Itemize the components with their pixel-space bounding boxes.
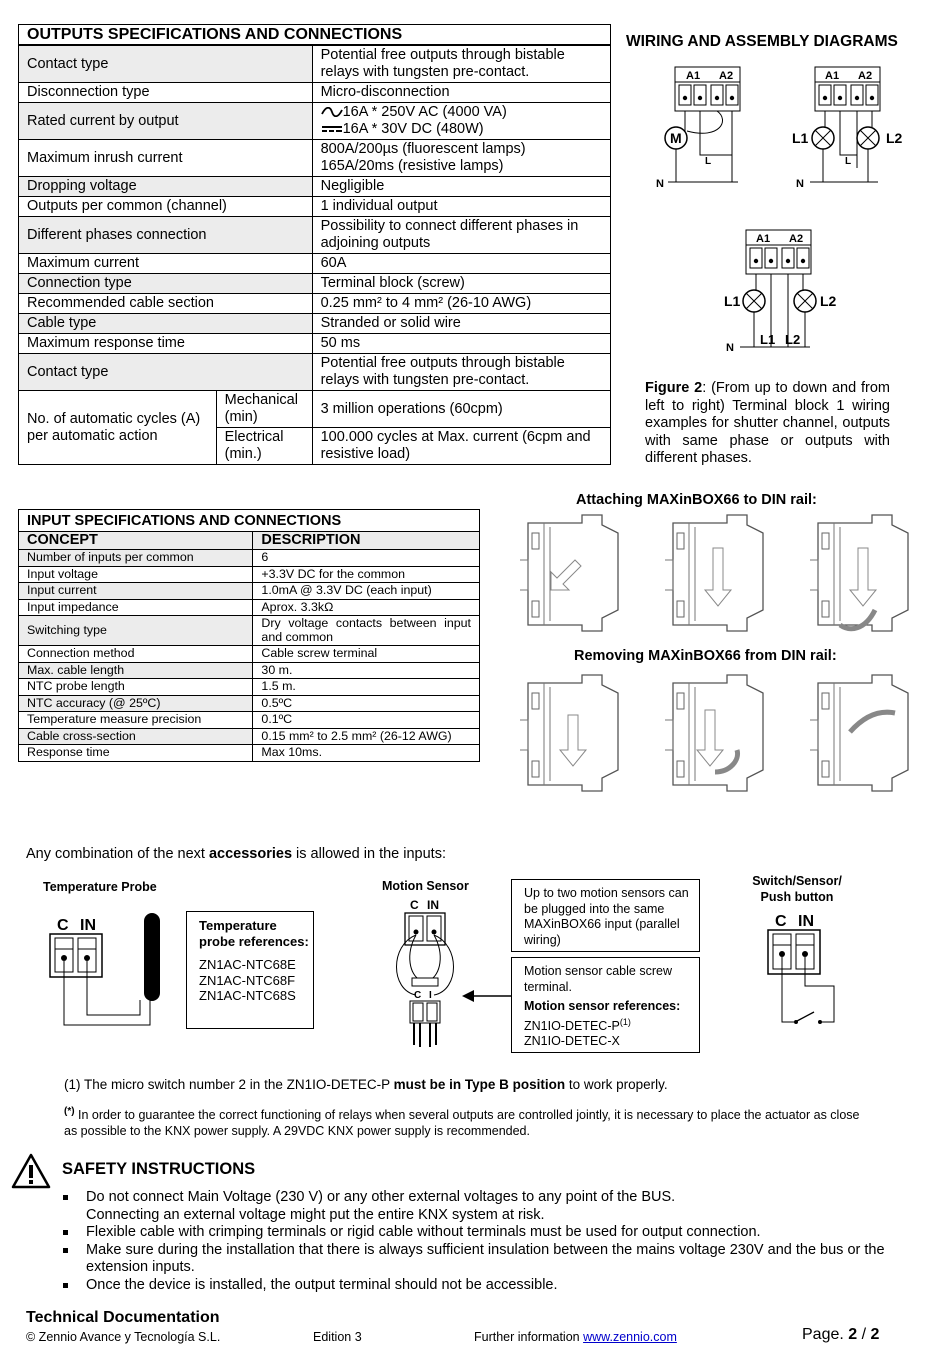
row-value: Dry voltage contacts between input and common xyxy=(253,616,480,646)
figure-text: : (From up to down and from left to right) Terminal block 1 wiring examples for shutter channel, outputs with same phase or outputs with different phases. xyxy=(645,380,891,466)
label-m: M xyxy=(670,130,682,146)
row-value: Potential free outputs through bistable relays with tungsten pre-contact. xyxy=(312,45,610,83)
row-value: 0.1ºC xyxy=(253,712,480,729)
row-value: 50 ms xyxy=(312,334,610,354)
temp-ref: ZN1AC-NTC68S xyxy=(199,988,296,1003)
row-label: Disconnection type xyxy=(19,83,313,103)
shutter-wiring-diagram xyxy=(656,67,740,190)
motion-ref xyxy=(524,1015,693,1035)
temp-probe-diagram xyxy=(40,905,170,1030)
row-label: Connection method xyxy=(19,646,253,663)
note2-mark: (*) xyxy=(64,1106,75,1117)
row-label: Cable type xyxy=(19,314,313,334)
description-header: DESCRIPTION xyxy=(253,531,480,550)
same-phase-wiring-diagram xyxy=(792,67,903,190)
note1-text: (1) The micro switch number 2 in the ZN1IO-DETEC-P xyxy=(64,1077,394,1092)
terminal-in-label: IN xyxy=(427,898,439,912)
attach-step-1 xyxy=(520,515,618,631)
outputs-table xyxy=(18,24,611,465)
copyright: © Zennio Avance y Tecnología S.L. xyxy=(26,1330,221,1344)
temp-refs-box xyxy=(186,911,314,1029)
footnote-2 xyxy=(64,1104,864,1139)
rated-ac: 16A * 250V AC (4000 VA) xyxy=(342,104,507,120)
motion-refs-title: Motion sensor references: xyxy=(524,999,681,1013)
rated-current-value xyxy=(312,103,610,140)
inrush-line1: 800A/200µs (fluorescent lamps) xyxy=(320,141,526,157)
row-value: Max 10ms. xyxy=(253,745,480,762)
row-label: Cable cross-section xyxy=(19,728,253,745)
edition: Edition 3 xyxy=(313,1330,362,1344)
row-label: Maximum inrush current xyxy=(19,140,313,177)
safety-list xyxy=(61,1189,911,1294)
row-value: 30 m. xyxy=(253,662,480,679)
motion-ref-1: ZN1IO-DETEC-P xyxy=(524,1018,620,1033)
elec-value: 100.000 cycles at Max. current (6cpm and resistive load) xyxy=(312,428,610,465)
motion-sensor-title: Motion Sensor xyxy=(382,879,469,893)
row-label: Maximum response time xyxy=(19,334,313,354)
row-value: 6 xyxy=(253,550,480,567)
label-l2: L2 xyxy=(785,332,801,347)
mech-value: 3 million operations (60cpm) xyxy=(312,391,610,428)
safety-item: Make sure during the installation that there is always sufficient insulation between the mains voltage 230V and the bus or the extension inputs. xyxy=(61,1242,911,1277)
row-label: Connection type xyxy=(19,274,313,294)
row-label: Input voltage xyxy=(19,566,253,583)
row-label: NTC probe length xyxy=(19,679,253,696)
row-label: Dropping voltage xyxy=(19,177,313,197)
row-value: Cable screw terminal xyxy=(253,646,480,663)
row-value: +3.3V DC for the common xyxy=(253,566,480,583)
safety-item: Flexible cable with crimping terminals or rigid cable without terminals must be used for output connection. xyxy=(61,1224,911,1242)
label-a2: A2 xyxy=(719,70,734,82)
inrush-value xyxy=(312,140,610,177)
row-label: Temperature measure precision xyxy=(19,712,253,729)
label-l1: L1 xyxy=(724,293,741,309)
row-label: Max. cable length xyxy=(19,662,253,679)
terminal-c-label: C xyxy=(414,990,422,1001)
label-a1: A1 xyxy=(686,70,701,82)
label-n: N xyxy=(726,342,734,354)
label-l: L xyxy=(705,156,712,167)
label-a2: A2 xyxy=(789,233,804,245)
row-value: Micro-disconnection xyxy=(312,83,610,103)
terminal-c-label: C xyxy=(57,917,69,934)
page-total: 2 xyxy=(870,1326,880,1343)
temp-refs-title: Temperature probe references: xyxy=(199,918,309,949)
ac-symbol-icon xyxy=(321,107,343,117)
safety-title: SAFETY INSTRUCTIONS xyxy=(62,1160,256,1178)
footnote-mark: (1) xyxy=(619,1016,631,1027)
zennio-link[interactable]: www.zennio.com xyxy=(583,1330,677,1344)
concept-header: CONCEPT xyxy=(19,531,253,550)
row-value: 1.5 m. xyxy=(253,679,480,696)
motion-note-box: Up to two motion sensors can be plugged into the same MAXinBOX66 input (parallel wiring) xyxy=(511,879,700,952)
motion-ref-2: ZN1IO-DETEC-X xyxy=(524,1034,620,1049)
label-l: L xyxy=(845,156,852,167)
remove-step-3 xyxy=(810,675,908,791)
inputs-table xyxy=(18,509,480,762)
tech-doc-title: Technical Documentation xyxy=(26,1309,220,1326)
temp-ref: ZN1AC-NTC68E xyxy=(199,957,296,972)
label-l1: L1 xyxy=(760,332,776,347)
attach-title: Attaching MAXinBOX66 to DIN rail: xyxy=(576,492,817,508)
row-label: Input current xyxy=(19,583,253,600)
label-a1: A1 xyxy=(756,233,771,245)
temp-probe-title: Temperature Probe xyxy=(43,880,157,894)
terminal-in-label: IN xyxy=(80,917,96,934)
terminal-c-label: C xyxy=(410,898,419,912)
motion-refs-box xyxy=(511,957,700,1053)
row-label: Switching type xyxy=(19,616,253,646)
label-l1: L1 xyxy=(792,130,809,146)
page-number xyxy=(802,1326,879,1344)
label-l2: L2 xyxy=(886,130,903,146)
label-l2: L2 xyxy=(820,293,837,309)
note1-text-end: to work properly. xyxy=(565,1077,668,1092)
row-value: 1.0mA @ 3.3V DC (each input) xyxy=(253,583,480,600)
page-sep: / xyxy=(857,1326,871,1343)
outputs-title: OUTPUTS SPECIFICATIONS AND CONNECTIONS xyxy=(19,25,611,46)
elec-label: Electrical (min.) xyxy=(216,428,312,465)
row-value: 0.15 mm² to 2.5 mm² (26-12 AWG) xyxy=(253,728,480,745)
mech-label: Mechanical (min) xyxy=(216,391,312,428)
row-label: Outputs per common (channel) xyxy=(19,197,313,217)
intro-text-end: is allowed in the inputs: xyxy=(292,846,446,862)
row-label: NTC accuracy (@ 25ºC) xyxy=(19,695,253,712)
switch-title: Switch/Sensor/ Push button xyxy=(752,874,842,904)
attach-step-3 xyxy=(810,515,908,631)
rated-dc: 16A * 30V DC (480W) xyxy=(342,121,484,137)
safety-item: Do not connect Main Voltage (230 V) or any other external voltages to any point of the BUS. Connecting an external voltage might put the entire KNX system at risk. xyxy=(61,1189,911,1224)
row-label: Different phases connection xyxy=(19,217,313,254)
row-value: 60A xyxy=(312,254,610,274)
row-value: 0.25 mm² to 4 mm² (26-10 AWG) xyxy=(312,294,610,314)
din-rail-illustrations xyxy=(505,510,925,800)
different-phase-wiring-diagram xyxy=(724,230,837,354)
remove-step-2 xyxy=(665,675,763,791)
remove-title: Removing MAXinBOX66 from DIN rail: xyxy=(574,648,837,664)
remove-step-1 xyxy=(520,675,618,791)
label-n: N xyxy=(796,178,804,190)
note1-bold: must be in Type B position xyxy=(393,1077,566,1092)
attach-step-2 xyxy=(665,515,763,631)
label-a2: A2 xyxy=(858,70,873,82)
row-value: 1 individual output xyxy=(312,197,610,217)
dc-symbol-icon xyxy=(321,124,343,134)
intro-text: Any combination of the next xyxy=(26,846,209,862)
motion-cable-text: Motion sensor cable screw terminal. xyxy=(524,964,672,994)
inrush-line2: 165A/20ms (resistive lamps) xyxy=(320,158,504,174)
motion-sensor-diagram xyxy=(390,895,465,1055)
row-value: Negligible xyxy=(312,177,610,197)
row-value: Possibility to connect different phases in adjoining outputs xyxy=(312,217,610,254)
row-label: Rated current by output xyxy=(19,103,313,140)
accessories-intro xyxy=(26,846,446,862)
safety-item: Once the device is installed, the output terminal should not be accessible. xyxy=(61,1277,911,1295)
wiring-title: WIRING AND ASSEMBLY DIAGRAMS xyxy=(626,33,898,50)
row-value: Terminal block (screw) xyxy=(312,274,610,294)
temp-ref: ZN1AC-NTC68F xyxy=(199,972,296,988)
row-label: Maximum current xyxy=(19,254,313,274)
warning-icon xyxy=(10,1152,52,1190)
terminal-i-label: I xyxy=(429,990,432,1001)
row-label: Response time xyxy=(19,745,253,762)
figure-label: Figure 2 xyxy=(645,380,703,396)
switch-diagram xyxy=(760,908,845,1033)
row-label: Number of inputs per common xyxy=(19,550,253,567)
row-label: Input impedance xyxy=(19,599,253,616)
row-value: Stranded or solid wire xyxy=(312,314,610,334)
arrow-icon xyxy=(462,988,514,1004)
row-label: Contact type xyxy=(19,45,313,83)
wiring-diagram xyxy=(650,60,920,385)
row-value: 0.5ºC xyxy=(253,695,480,712)
figure-caption xyxy=(645,380,890,468)
terminal-in-label: IN xyxy=(798,913,814,930)
row-value: Potential free outputs through bistable relays with tungsten pre-contact. xyxy=(312,354,610,391)
terminal-c-label: C xyxy=(775,913,787,930)
cycles-label: No. of automatic cycles (A) per automatic action xyxy=(19,391,217,465)
inputs-title: INPUT SPECIFICATIONS AND CONNECTIONS xyxy=(19,510,480,532)
footnote-1 xyxy=(64,1077,668,1092)
further-text: Further information xyxy=(474,1330,584,1344)
label-a1: A1 xyxy=(825,70,840,82)
row-label: Recommended cable section xyxy=(19,294,313,314)
row-value: Aprox. 3.3kΩ xyxy=(253,599,480,616)
page-label: Page. xyxy=(802,1326,849,1343)
note2-text: In order to guarantee the correct functioning of relays when several outputs are controlled jointly, it is necessary to place the actuator as close as possible to the KNX power supply. A 29VDC KNX power supply is recommended. xyxy=(64,1108,860,1138)
row-label: Contact type xyxy=(19,354,313,391)
intro-bold: accessories xyxy=(208,846,293,862)
label-n: N xyxy=(656,178,664,190)
further-info xyxy=(474,1330,677,1344)
page-current: 2 xyxy=(848,1326,858,1343)
